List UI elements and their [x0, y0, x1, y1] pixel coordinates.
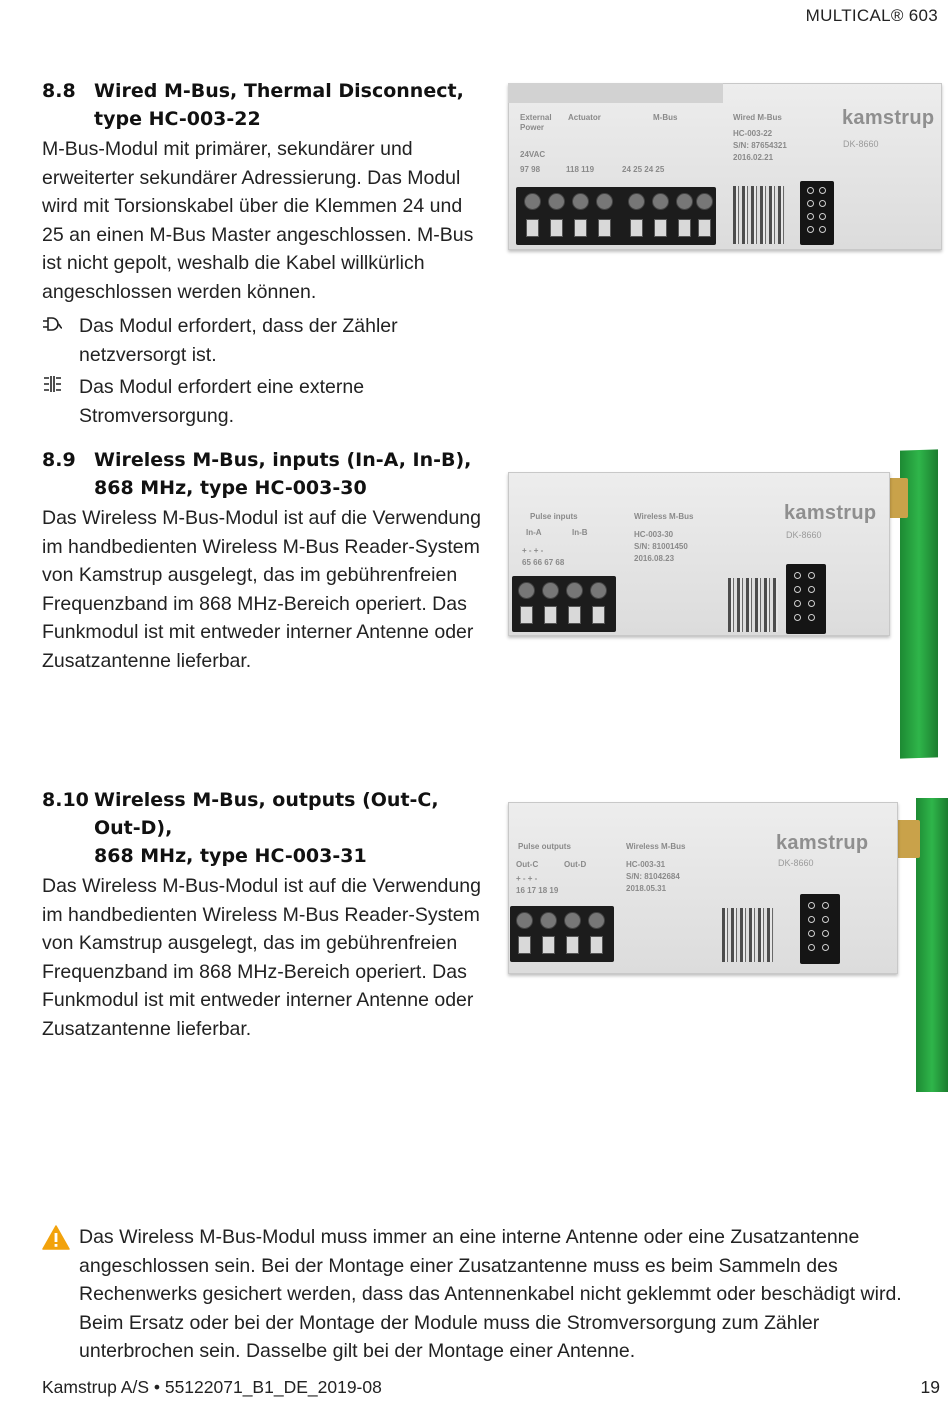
terminal-block	[516, 187, 716, 245]
note-text: Das Modul erfordert eine externe Stromversorgung.	[79, 376, 365, 427]
footer-document-id: Kamstrup A/S • 55122071_B1_DE_2019-08	[42, 1377, 382, 1397]
section-title-line2: type HC-003-22	[94, 108, 261, 130]
section-wireless-inputs	[42, 446, 482, 675]
section-body: Das Wireless M-Bus-Modul ist auf die Verwendung im handbedienten Wireless M-Bus Reader-System von Kamstrup ausgelegt, das im gebührenfreien Frequenzband im 868 MHz-Bereich operiert. Das Funkmodul ist mit entweder interner Antenne oder Zusatzantenne lieferbar.	[42, 507, 481, 672]
qr-code	[722, 908, 774, 962]
pin-header	[800, 894, 840, 964]
kamstrup-logo: kamstrup	[784, 502, 877, 524]
pin-header	[786, 564, 826, 634]
page-number: 19	[920, 1377, 940, 1397]
note-external-supply	[42, 373, 482, 430]
warning-note	[42, 1223, 922, 1366]
section-number: 8.8	[42, 80, 76, 102]
section-title-line2: 868 MHz, type HC-003-31	[94, 845, 367, 867]
section-body: Das Wireless M-Bus-Modul ist auf die Verwendung im handbedienten Wireless M-Bus Reader-System von Kamstrup ausgelegt, das im gebührenfreien Frequenzband im 868 MHz-Bereich operiert. Das Funkmodul ist mit entweder interner Antenne oder Zusatzantenne lieferbar.	[42, 875, 481, 1040]
section-number: 8.9	[42, 449, 76, 471]
section-wireless-outputs	[42, 786, 482, 1043]
antenna-board	[916, 798, 948, 1092]
section-title	[42, 786, 482, 870]
module-photo-hc-003-22: External Power Actuator M-Bus 24VAC 97 98 118 119 24 25 24 25 Wired M-Bus HC-003-22 S/N: 87654321 2016.02.21 kamstrup DK-8660	[508, 83, 942, 251]
note-text: Das Modul erfordert, dass der Zähler netzversorgt ist.	[79, 315, 398, 366]
section-title-line1: Wireless M-Bus, outputs (Out-C, Out-D),	[94, 789, 439, 839]
note-mains-supply	[42, 312, 482, 369]
section-body: M-Bus-Modul mit primärer, sekundärer und erweiterter sekundärer Adressierung. Das Modul wird mit Torsionskabel über die Klemmen 24 und 25 an einen M-Bus Master angeschlossen. M-Bus ist nicht gepolt, weshalb die Kabel willkürlich angeschlossen werden können.	[42, 138, 474, 303]
warning-text: Das Wireless M-Bus-Modul muss immer an eine interne Antenne oder eine Zusatzantenne angeschlossen sein. Bei der Montage einer Zusatzantenne muss es beim Sammeln des Rechenwerks gesichert werden, dass das Antennenkabel nicht geklemmt oder beschädigt wird. Beim Ersatz oder bei der Montage der Module muss die Stromversorgung zum Zähler unterbrochen sein. Dasselbe gilt bei der Montage einer Antenne.	[79, 1226, 902, 1362]
kamstrup-logo: kamstrup	[842, 107, 935, 129]
section-title-line1: Wired M-Bus, Thermal Disconnect,	[94, 80, 464, 102]
qr-code	[733, 186, 785, 244]
section-title-line1: Wireless M-Bus, inputs (In-A, In-B),	[94, 449, 472, 471]
header-product-name: MULTICAL® 603	[805, 6, 938, 25]
warning-icon	[42, 1223, 79, 1366]
terminal-block	[512, 576, 616, 632]
module-photo-hc-003-31: Pulse outputs Out-C Out-D + - + - 16 17 18 19 Wireless M-Bus HC-003-31 S/N: 81042684 2018.05.31 kamstrup DK-8660	[508, 798, 942, 1094]
module-photo-hc-003-30: Pulse inputs In-A In-B + - + - 65 66 67 68 Wireless M-Bus HC-003-30 S/N: 81001450 2016.08.23 kamstrup DK-8660	[508, 450, 942, 760]
section-title	[42, 77, 482, 133]
section-wired-mbus	[42, 77, 482, 430]
section-number: 8.10	[42, 789, 89, 811]
section-title-line2: 868 MHz, type HC-003-30	[94, 477, 367, 499]
qr-code	[728, 578, 778, 632]
kamstrup-logo: kamstrup	[776, 832, 869, 854]
section-title	[42, 446, 482, 502]
pin-header	[800, 181, 834, 245]
terminal-block	[510, 906, 614, 962]
mains-plug-icon	[42, 312, 79, 369]
external-supply-icon	[42, 373, 79, 430]
